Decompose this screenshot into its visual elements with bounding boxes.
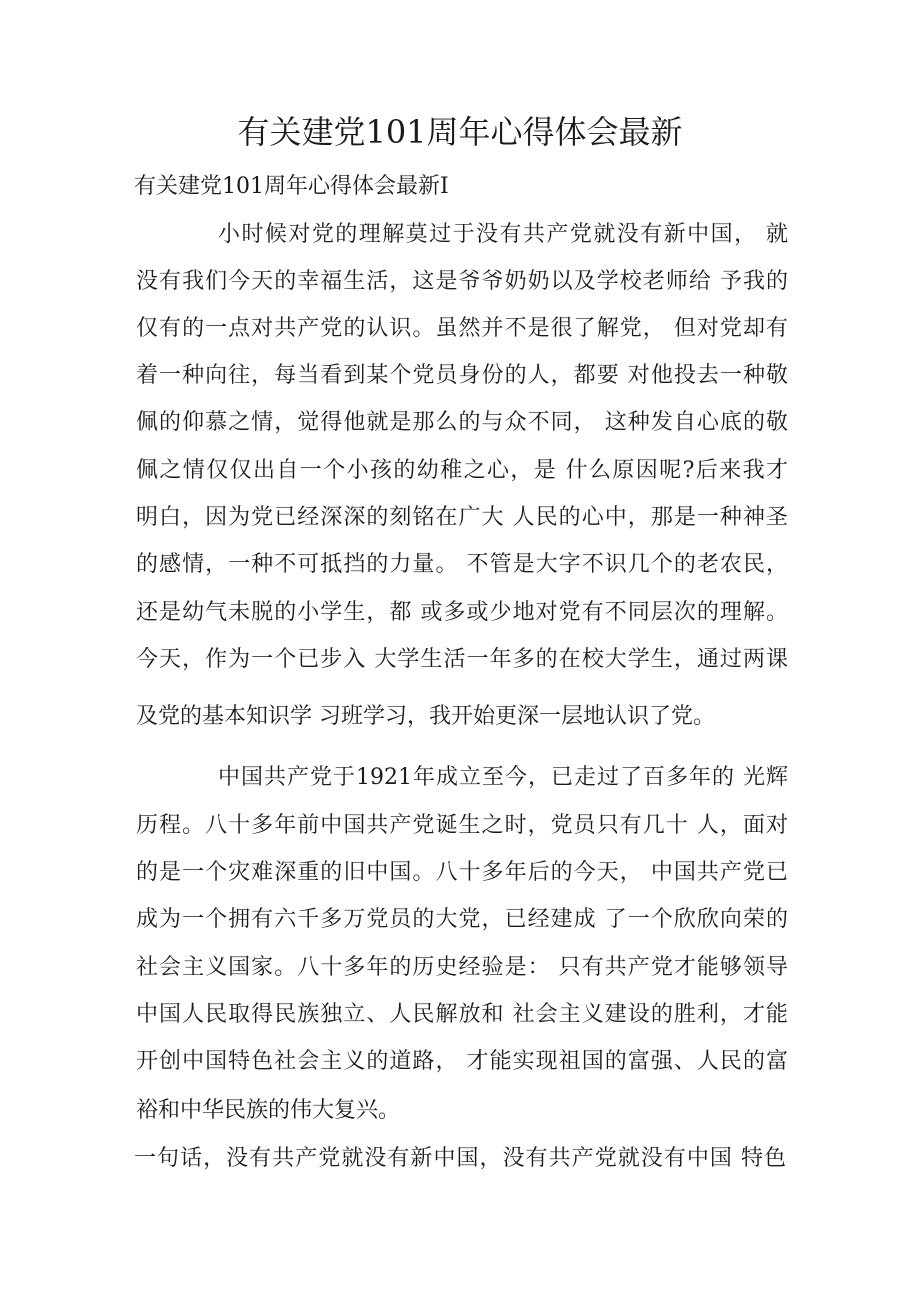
paragraph-line: 明白，因为党已经深深的刻铭在广大 人民的心中，那是一种神圣 — [136, 505, 788, 530]
paragraph-line: 今天，作为一个已步入 大学生活一年多的在校大学生，通过两课 — [136, 647, 788, 672]
paragraph-line: 还是幼气未脱的小学生，都 或多或少地对党有不同层次的理解。 — [136, 600, 788, 625]
paragraph-line: 的感情，一种不可抵挡的力量。 不管是大字不识几个的老农民， — [136, 552, 788, 577]
paragraph-line: 开创中国特色社会主义的道路， 才能实现祖国的富强、人民的富 — [136, 1049, 788, 1074]
paragraph-line: 佩之情仅仅出自一个小孩的幼稚之心，是 什么原因呢?后来我才 — [136, 458, 788, 483]
paragraph-line: 历程。八十多年前中国共产党诞生之时，党员只有几十 人，面对 — [136, 813, 788, 838]
paragraph-line: 没有我们今天的幸福生活，这是爷爷奶奶以及学校老师给 予我的 — [136, 269, 788, 294]
paragraph-line: 中国共产党于1921年成立至今，已走过了百多年的 光辉 — [218, 765, 788, 790]
paragraph-line: 社会主义国家。八十多年的历史经验是： 只有共产党才能够领导 — [136, 955, 788, 980]
paragraph-line: 一句话，没有共产党就没有新中国，没有共产党就没有中国 特色 — [134, 1146, 786, 1171]
paragraph-line: 中国人民取得民族独立、人民解放和 社会主义建设的胜利，才能 — [136, 1002, 788, 1027]
paragraph-line: 的是一个灾难深重的旧中国。八十多年后的今天， 中国共产党已 — [136, 860, 788, 885]
document-subtitle: 有关建党101周年心得体会最新I — [134, 174, 449, 199]
document-title: 有关建党101周年心得体会最新 — [237, 113, 683, 151]
paragraph-line: 仅有的一点对共产党的认识。虽然并不是很了解党， 但对党却有 — [136, 316, 788, 341]
paragraph-line: 成为一个拥有六千多万党员的大党，已经建成 了一个欣欣向荣的 — [136, 907, 788, 932]
paragraph-line: 裕和中华民族的伟大复兴。 — [136, 1098, 401, 1123]
paragraph-line: 及党的基本知识学 习班学习，我开始更深一层地认识了党。 — [136, 704, 715, 729]
paragraph-line: 着一种向往，每当看到某个党员身份的人，都要 对他投去一种敬 — [136, 363, 788, 388]
paragraph-line: 佩的仰慕之情，觉得他就是那么的与众不同， 这种发自心底的敬 — [136, 410, 788, 435]
paragraph-line: 小时候对党的理解莫过于没有共产党就没有新中国， 就 — [218, 222, 788, 247]
